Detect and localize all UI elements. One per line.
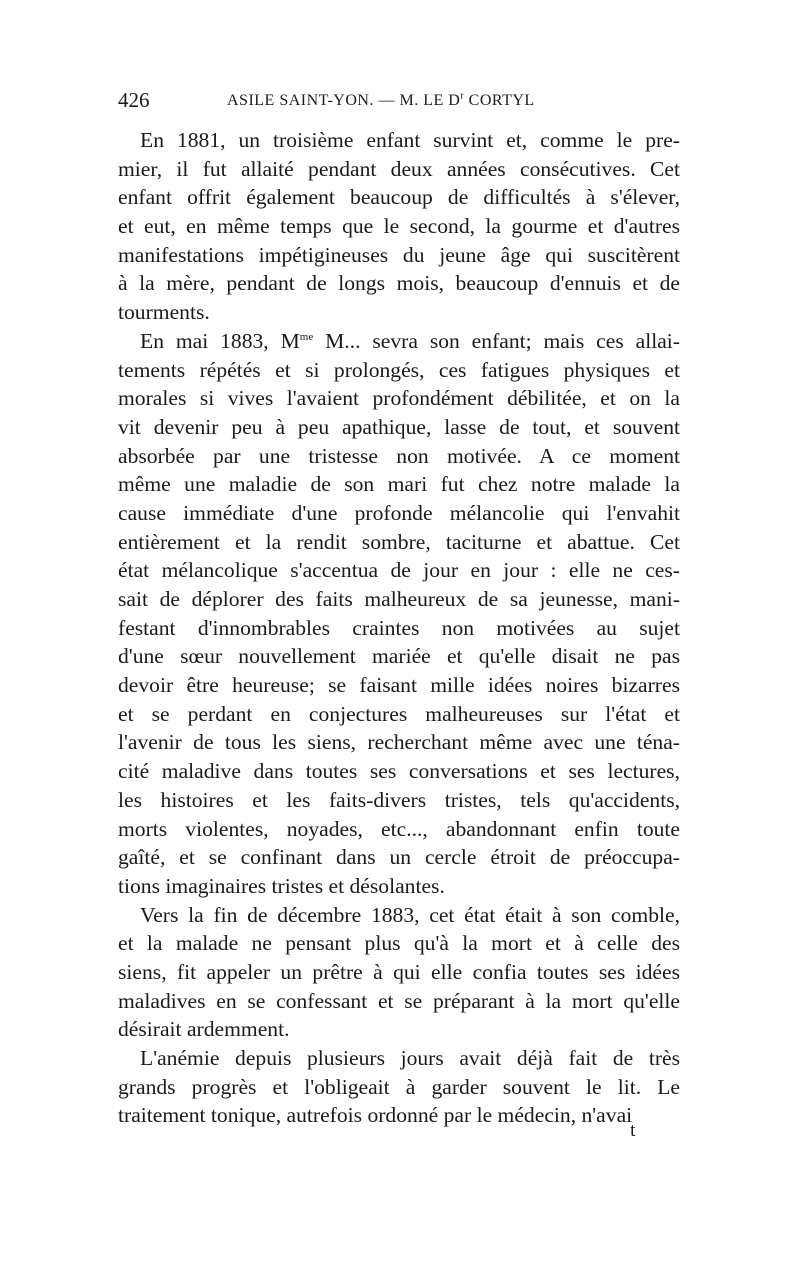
- text-line: En 1881, un troisième enfant survint et, comme le pre-: [140, 128, 680, 152]
- text-line: et se perdant en conjectures malheureuses sur l'état et: [118, 701, 680, 726]
- running-title-sup: r: [460, 90, 465, 102]
- running-title: [227, 92, 535, 110]
- text-line: tements répétés et si prolongés, ces fatigues physiques et: [118, 357, 680, 382]
- text-line: d'une sœur nouvellement mariée et qu'elle disait ne pas: [118, 644, 680, 669]
- text-line: cause immédiate d'une profonde mélancolie qui l'envahit: [118, 500, 680, 525]
- text-line: [118, 1101, 680, 1142]
- text-line: enfant offrit également beaucoup de difficultés à s'élever,: [118, 185, 680, 210]
- text-line: tions imaginaires tristes et désolantes.: [118, 873, 445, 898]
- text-line: même une maladie de son mari fut chez notre malade la: [118, 472, 680, 497]
- text-line: gaîté, et se confinant dans un cercle étroit de préoccupa-: [118, 845, 680, 870]
- text-line: [118, 327, 680, 356]
- text-line: morales si vives l'avaient profondément débilitée, et on la: [118, 386, 680, 411]
- running-head: [118, 88, 680, 118]
- text-line: sait de déplorer des faits malheureux de sa jeunesse, mani-: [118, 587, 680, 611]
- text-line: devoir être heureuse; se faisant mille idées noires bizarres: [118, 673, 680, 698]
- hanging-letter: t: [630, 1120, 636, 1142]
- text-line: absorbée par une tristesse non motivée. A ce moment: [118, 443, 680, 468]
- text-line: entièrement et la rendit sombre, taciturne et abattue. Cet: [118, 529, 680, 554]
- text-line: mier, il fut allaité pendant deux années consécutives. Cet: [118, 156, 680, 181]
- text-line: vit devenir peu à peu apathique, lasse de tout, et souvent: [118, 414, 680, 439]
- book-page: [118, 88, 680, 1142]
- text-superscript: me: [299, 330, 314, 343]
- text-line: festant d'innombrables craintes non motivées au sujet: [118, 615, 680, 640]
- text-fragment: En mai 1883, M: [140, 328, 300, 353]
- text-line: cité maladive dans toutes ses conversations et ses lectures,: [118, 759, 680, 784]
- text-line: L'anémie depuis plusieurs jours avait déjà fait de très: [140, 1046, 680, 1070]
- text-line: et la malade ne pensant plus qu'à la mort et à celle des: [118, 931, 680, 956]
- text-line: manifestations impétigineuses du jeune âge qui suscitèrent: [118, 242, 680, 267]
- text-line: tourments.: [118, 300, 210, 325]
- text-line: l'avenir de tous les siens, recherchant même avec une téna-: [118, 730, 680, 755]
- running-title-prefix: ASILE SAINT-YON. — M. LE D: [227, 92, 461, 109]
- text-line: morts violentes, noyades, etc..., abandonnant enfin toute: [118, 816, 680, 841]
- text-line: les histoires et les faits-divers tristes, tels qu'accidents,: [118, 787, 680, 812]
- text-line: à la mère, pendant de longs mois, beaucoup d'ennuis et de: [118, 271, 680, 296]
- text-line: Vers la fin de décembre 1883, cet état était à son comble,: [140, 902, 680, 927]
- text-line: siens, fit appeler un prêtre à qui elle confia toutes ses idées: [118, 959, 680, 984]
- text-line: état mélancolique s'accentua de jour en jour : elle ne ces-: [118, 558, 680, 583]
- text-line: désirait ardemment.: [118, 1017, 290, 1042]
- text-fragment: traitement tonique, autrefois ordonné par le médecin, n'avai: [118, 1103, 633, 1128]
- text-line: et eut, en même temps que le second, la gourme et d'autres: [118, 214, 680, 239]
- text-line: grands progrès et l'obligeait à garder souvent le lit. Le: [118, 1074, 680, 1099]
- page-number: 426: [118, 88, 150, 112]
- text-fragment: M... sevra son enfant; mais ces allai-: [313, 328, 680, 353]
- body-text: [118, 126, 680, 1142]
- running-title-suffix: CORTYL: [464, 92, 535, 109]
- text-line: maladives en se confessant et se préparant à la mort qu'elle: [118, 988, 680, 1013]
